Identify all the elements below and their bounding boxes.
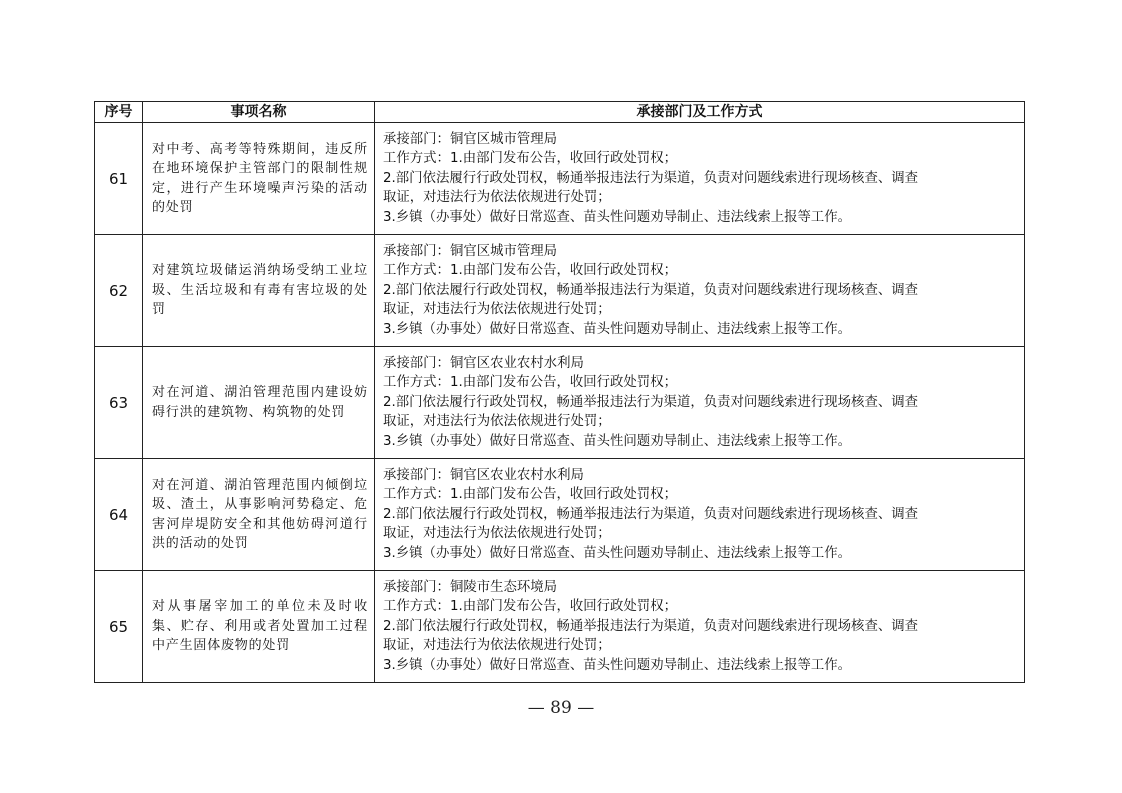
method-line: 承接部门：铜陵市生态环境局 [383, 579, 558, 595]
method-line: 取证，对违法行为依法依规进行处罚； [383, 526, 611, 542]
method-line: 取证，对违法行为依法依规进行处罚； [383, 190, 611, 206]
method-line: 2.部门依法履行行政处罚权，畅通举报违法行为渠道，负责对问题线索进行现场核查、调查 [383, 282, 919, 298]
method-line: 取证，对违法行为依法依规进行处罚； [383, 302, 611, 318]
method-line: 2.部门依法履行行政处罚权，畅通举报违法行为渠道，负责对问题线索进行现场核查、调查 [383, 506, 919, 522]
header-department-method: 承接部门及工作方式 [375, 102, 1025, 123]
row-serial-number: 62 [95, 235, 143, 347]
header-serial-number: 序号 [95, 102, 143, 123]
method-line: 工作方式：1.由部门发布公告，收回行政处罚权； [383, 375, 677, 391]
row-department-method [375, 459, 1025, 571]
row-department-method [375, 235, 1025, 347]
method-line: 3.乡镇（办事处）做好日常巡查、苗头性问题劝导制止、违法线索上报等工作。 [383, 321, 852, 337]
method-line: 承接部门：铜官区农业农村水利局 [383, 467, 584, 483]
row-item-name: 对从事屠宰加工的单位未及时收集、贮存、利用或者处置加工过程中产生固体废物的处罚 [143, 571, 375, 683]
table-row [95, 123, 1025, 235]
method-line: 承接部门：铜官区农业农村水利局 [383, 355, 584, 371]
table-row [95, 347, 1025, 459]
method-line: 3.乡镇（办事处）做好日常巡查、苗头性问题劝导制止、违法线索上报等工作。 [383, 433, 852, 449]
row-serial-number: 63 [95, 347, 143, 459]
method-line: 取证，对违法行为依法依规进行处罚； [383, 638, 611, 654]
table-row [95, 459, 1025, 571]
method-line: 承接部门：铜官区城市管理局 [383, 131, 558, 147]
row-serial-number: 61 [95, 123, 143, 235]
method-line: 2.部门依法履行行政处罚权，畅通举报违法行为渠道，负责对问题线索进行现场核查、调查 [383, 618, 919, 634]
method-line: 2.部门依法履行行政处罚权，畅通举报违法行为渠道，负责对问题线索进行现场核查、调查 [383, 394, 919, 410]
method-line: 工作方式：1.由部门发布公告，收回行政处罚权； [383, 599, 677, 615]
items-table [94, 101, 1025, 683]
method-line: 3.乡镇（办事处）做好日常巡查、苗头性问题劝导制止、违法线索上报等工作。 [383, 657, 852, 673]
header-item-name: 事项名称 [143, 102, 375, 123]
row-item-name: 对在河道、湖泊管理范围内建设妨碍行洪的建筑物、构筑物的处罚 [143, 347, 375, 459]
row-department-method [375, 347, 1025, 459]
row-department-method [375, 123, 1025, 235]
row-department-method [375, 571, 1025, 683]
method-line: 取证，对违法行为依法依规进行处罚； [383, 414, 611, 430]
table-row [95, 235, 1025, 347]
method-line: 工作方式：1.由部门发布公告，收回行政处罚权； [383, 263, 677, 279]
method-line: 工作方式：1.由部门发布公告，收回行政处罚权； [383, 151, 677, 167]
method-line: 3.乡镇（办事处）做好日常巡查、苗头性问题劝导制止、违法线索上报等工作。 [383, 545, 852, 561]
row-item-name: 对在河道、湖泊管理范围内倾倒垃圾、渣土，从事影响河势稳定、危害河岸堤防安全和其他妨碍河道行洪的活动的处罚 [143, 459, 375, 571]
row-item-name: 对中考、高考等特殊期间，违反所在地环境保护主管部门的限制性规定，进行产生环境噪声污染的活动的处罚 [143, 123, 375, 235]
row-item-name: 对建筑垃圾储运消纳场受纳工业垃圾、生活垃圾和有毒有害垃圾的处罚 [143, 235, 375, 347]
method-line: 承接部门：铜官区城市管理局 [383, 243, 558, 259]
row-serial-number: 65 [95, 571, 143, 683]
method-line: 工作方式：1.由部门发布公告，收回行政处罚权； [383, 487, 677, 503]
page-number: — 89 — [527, 698, 595, 718]
row-serial-number: 64 [95, 459, 143, 571]
method-line: 3.乡镇（办事处）做好日常巡查、苗头性问题劝导制止、违法线索上报等工作。 [383, 209, 852, 225]
method-line: 2.部门依法履行行政处罚权，畅通举报违法行为渠道，负责对问题线索进行现场核查、调查 [383, 170, 919, 186]
table-header-row [95, 102, 1025, 123]
table-row [95, 571, 1025, 683]
